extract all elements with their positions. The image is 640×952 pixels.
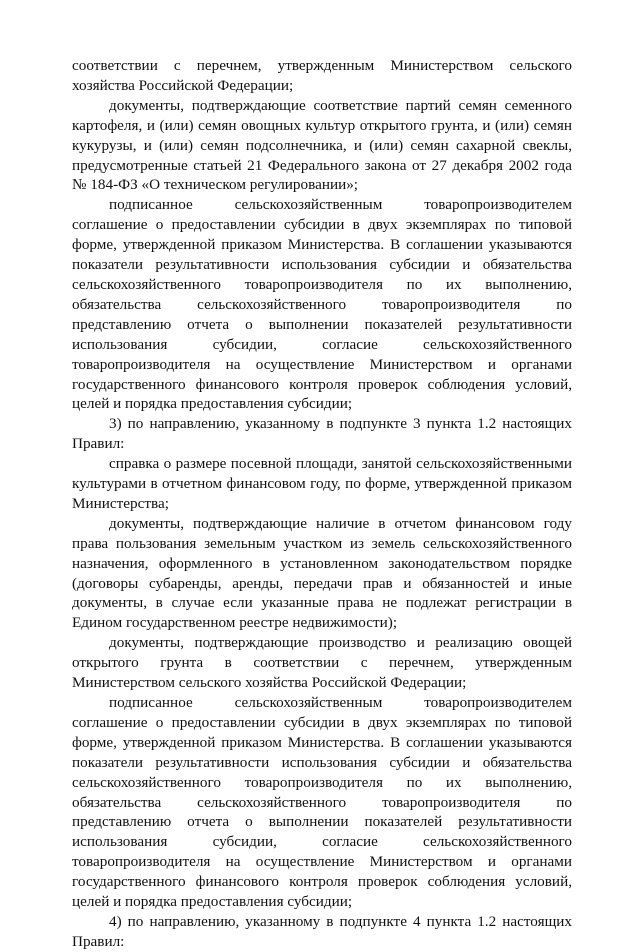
paragraph-subsidy-agreement: подписанное сельскохозяйственным товаропроизводителем соглашение о предоставлении субсидии в двух экземплярах по типовой форме, утвержденной приказом Министерства. В соглашении указываются показатели результативности использования субсидии и обязательства сельскохозяйственного товаропроизводителя по их выполнению, обязательства сельскохозяйственного товаропроизводителя по представлению отчета о выполнении показателей результативности использования субсидии, согласие сельскохозяйственного товаропроизводителя на осуществление Министерством и органами государственного финансового контроля проверок соблюдения условий, целей и порядка предоставления субсидии; (72, 196, 572, 413)
paragraph-item-4: 4) по направлению, указанному в подпункте 4 пункта 1.2 настоящих Правил: (72, 912, 572, 950)
paragraph-continuation: соответствии с перечнем, утвержденным Министерством сельского хозяйства Российской Федерации; (72, 57, 572, 94)
paragraph-seed-documents: документы, подтверждающие соответствие партий семян семенного картофеля, и (или) семян овощных культур открытого грунта, и (или) семян кукурузы, и (или) семян подсолнечника, и (или) семян сахарной свеклы, предусмотренные статьей 21 Федерального закона от 27 декабря 2002 года № 184-ФЗ «О техническом регулировании»; (72, 96, 572, 194)
paragraph-subsidy-agreement-2: подписанное сельскохозяйственным товаропроизводителем соглашение о предоставлении субсидии в двух экземплярах по типовой форме, утвержденной приказом Министерства. В соглашении указываются показатели результативности использования субсидии и обязательства сельскохозяйственного товаропроизводителя по их выполнению, обязательства сельскохозяйственного товаропроизводителя по представлению отчета о выполнении показателей результативности использования субсидии, согласие сельскохозяйственного товаропроизводителя на осуществление Министерством и органами государственного финансового контроля проверок соблюдения условий, целей и порядка предоставления субсидии; (72, 694, 572, 911)
document-page (72, 56, 572, 952)
paragraph-land-use-documents: документы, подтверждающие наличие в отчетом финансовом году права пользования земельным участком из земель сельскохозяйственного назначения, оформленного в установленном законодательством порядке (договоры субаренды, аренды, передачи прав и обязанностей и иные документы, в случае если указанные права не подлежат регистрации в Едином государственном реестре недвижимости); (72, 514, 572, 632)
paragraph-vegetable-production: документы, подтверждающие производство и реализацию овощей открытого грунта в соответствии с перечнем, утвержденным Министерством сельского хозяйства Российской Федерации; (72, 634, 572, 692)
paragraph-sown-area-certificate: справка о размере посевной площади, занятой сельскохозяйственными культурами в отчетном финансовом году, по форме, утвержденной приказом Министерства; (72, 455, 572, 512)
paragraph-item-3: 3) по направлению, указанному в подпункте 3 пункта 1.2 настоящих Правил: (72, 415, 572, 453)
